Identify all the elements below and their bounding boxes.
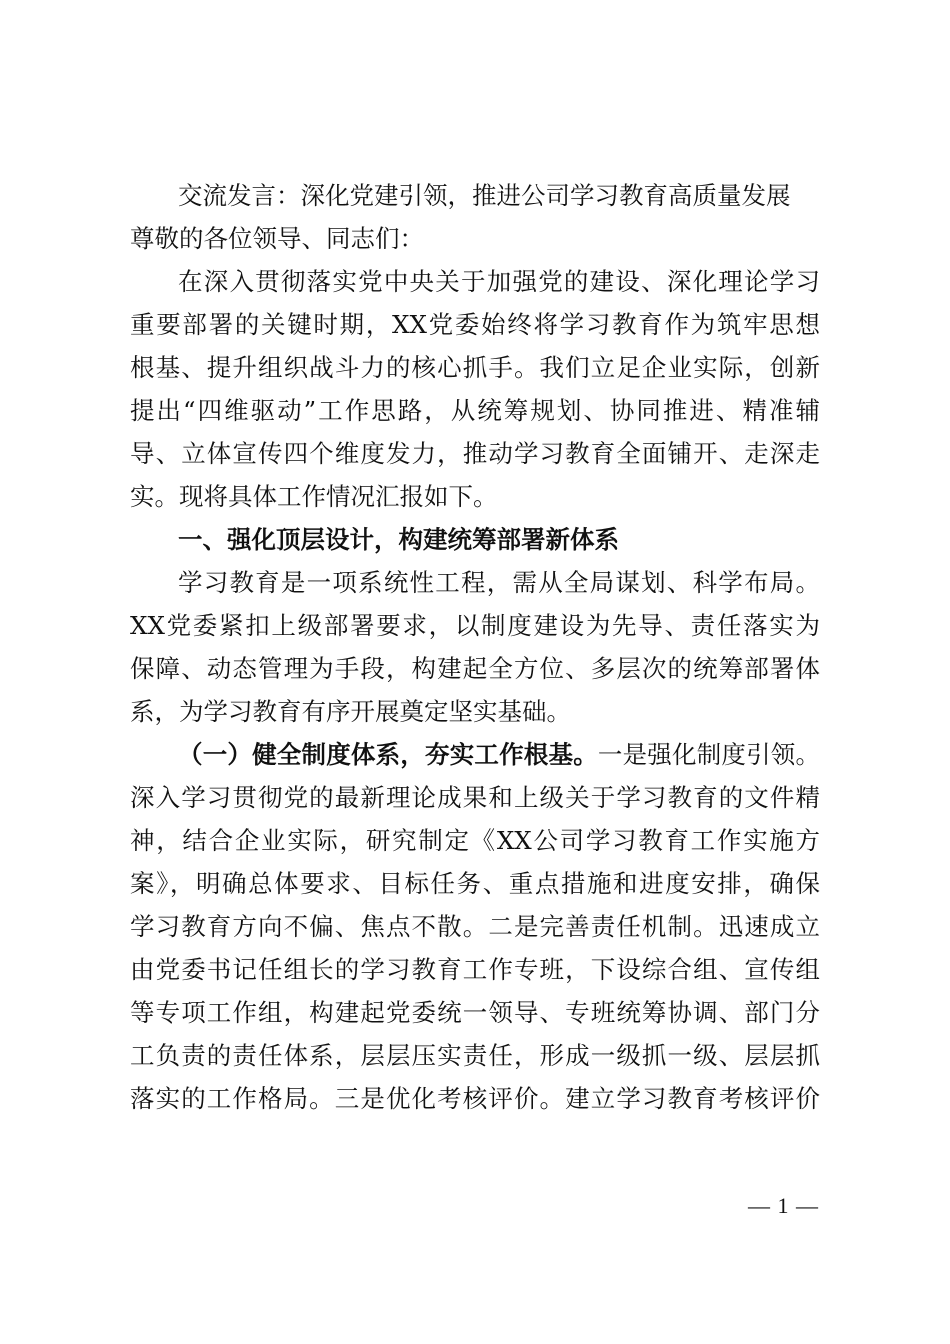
intro-line: 根基、提升组织战斗力的核心抓手。我们立足企业实际，创新 <box>130 353 820 382</box>
section-line: 学习教育是一项系统性工程，需从全局谋划、科学布局。 <box>178 568 820 597</box>
section-line: 保障、动态管理为手段，构建起全方位、多层次的统筹部署体 <box>130 654 820 683</box>
intro-line: 导、立体宣传四个维度发力，推动学习教育全面铺开、走深走 <box>130 439 820 468</box>
subsection-line: 等专项工作组，构建起党委统一领导、专班统筹协调、部门分 <box>130 998 820 1027</box>
subsection-line: 落实的工作格局。三是优化考核评价。建立学习教育考核评价 <box>130 1084 820 1113</box>
subsection-heading: （一）健全制度体系，夯实工作根基。 <box>178 740 598 769</box>
section-line: 系，为学习教育有序开展奠定坚实基础。 <box>130 697 571 726</box>
subsection-line: 深入学习贯彻党的最新理论成果和上级关于学习教育的文件精 <box>130 783 820 812</box>
intro-line: 重要部署的关键时期，XX党委始终将学习教育作为筑牢思想 <box>130 310 820 339</box>
subsection-line: 学习教育方向不偏、焦点不散。二是完善责任机制。迅速成立 <box>130 912 820 941</box>
intro-line: 实。现将具体工作情况汇报如下。 <box>130 482 498 511</box>
subsection-line: 神，结合企业实际，研究制定《XX公司学习教育工作实施方 <box>130 826 820 855</box>
section-heading: 一、强化顶层设计，构建统筹部署新体系 <box>178 525 619 554</box>
intro-paragraph <box>130 260 820 518</box>
intro-line: 提出“四维驱动”工作思路，从统筹规划、协同推进、精准辅 <box>130 396 820 425</box>
salutation: 尊敬的各位领导、同志们： <box>130 224 424 253</box>
document-title: 交流发言：深化党建引领，推进公司学习教育高质量发展 <box>178 181 791 210</box>
subsection-first-line <box>130 733 820 776</box>
subsection-first-rest: 一是强化制度引领。 <box>597 740 821 769</box>
subsection-line: 案》，明确总体要求、目标任务、重点措施和进度安排，确保 <box>130 869 820 898</box>
subsection-line: 由党委书记任组长的学习教育工作专班，下设综合组、宣传组 <box>130 955 820 984</box>
section-paragraph <box>130 561 820 733</box>
page-number: — 1 — <box>748 1193 819 1218</box>
document-body <box>130 174 820 1120</box>
subsection-paragraph <box>130 733 820 1120</box>
intro-line: 在深入贯彻落实党中央关于加强党的建设、深化理论学习 <box>178 267 820 296</box>
subsection-line: 工负责的责任体系，层层压实责任，形成一级抓一级、层层抓 <box>130 1041 820 1070</box>
section-line: XX党委紧扣上级部署要求，以制度建设为先导、责任落实为 <box>130 611 820 640</box>
